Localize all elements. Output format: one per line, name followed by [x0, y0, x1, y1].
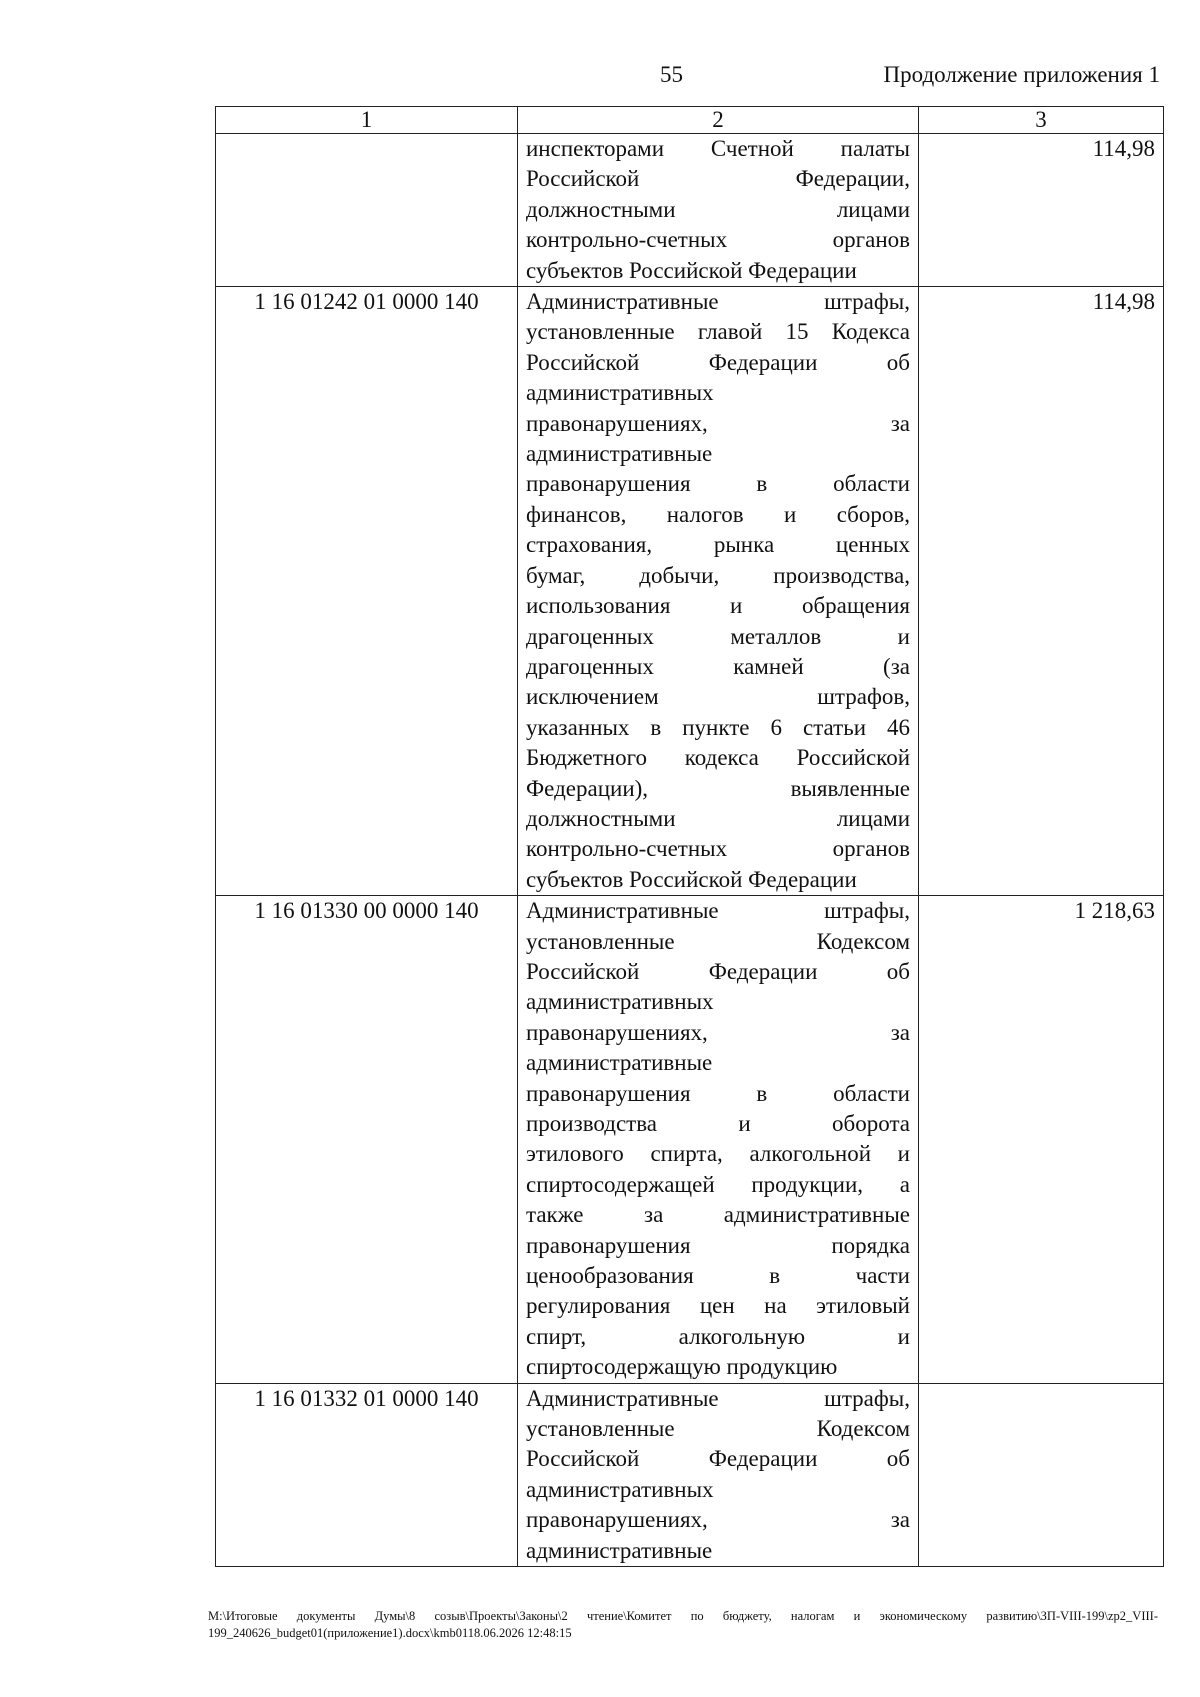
table-row [216, 134, 1164, 287]
description-cell [518, 134, 919, 287]
budget-code-cell: 1 16 01330 00 0000 140 [216, 896, 518, 1384]
description-line: инспекторами Счетной палаты [526, 136, 910, 161]
description-line: Российской Федерации об [526, 958, 910, 984]
description-line: правонарушениях, за [526, 410, 910, 436]
description-line: правонарушениях, за [526, 1507, 910, 1533]
description-line: использования и обращения [526, 593, 910, 619]
description-line: Федерации), выявленные [526, 775, 910, 801]
description-line: установленные Кодексом [526, 928, 910, 954]
description-line: спиртосодержащей продукции, а [526, 1171, 910, 1197]
description-line: указанных в пункте 6 статьи 46 [526, 714, 910, 740]
description-line: также за административные [526, 1202, 910, 1228]
amount-cell: 1 218,63 [919, 896, 1164, 1384]
description-line: субъектов Российской Федерации [526, 257, 857, 283]
description-line: Административные штрафы, [526, 898, 910, 924]
description-line: субъектов Российской Федерации [526, 866, 857, 892]
description-line: контрольно-счетных органов [526, 227, 910, 253]
budget-code-cell [216, 134, 518, 287]
description-line: Российской Федерации, [526, 166, 910, 192]
description-line: контрольно-счетных органов [526, 836, 910, 862]
description-line: Административные штрафы, [526, 289, 910, 315]
description-line: страхования, рынка ценных [526, 532, 910, 558]
description-line: должностными лицами [526, 196, 910, 222]
description-line: этилового спирта, алкогольной и [526, 1141, 910, 1167]
continuation-label: Продолжение приложения 1 [883, 62, 1160, 87]
column-header-2: 2 [518, 107, 919, 134]
description-line: Бюджетного кодекса Российской [526, 745, 910, 771]
description-line: Административные штрафы, [526, 1385, 910, 1411]
description-cell [518, 287, 919, 896]
description-line: правонарушениях, за [526, 1019, 910, 1045]
description-line: спирт, алкогольную и [526, 1323, 910, 1349]
description-line: административных [526, 380, 714, 406]
description-line: административных [526, 1476, 714, 1502]
amount-cell: 114,98 [919, 287, 1164, 896]
description-line: административных [526, 989, 714, 1015]
description-cell [518, 1383, 919, 1566]
appendix-table [215, 106, 1164, 1567]
budget-code-cell: 1 16 01332 01 0000 140 [216, 1383, 518, 1566]
file-path-footer: M:\Итоговые документы Думы\8 созыв\Проекты\Законы\2 чтение\Комитет по бюджету, налогам и экономическому развитию\ЗП-VIII-199\zp2_VIII-199_240626_budget01(приложение1).docx\kmb0118.06.2026 12:48:15 [208, 1609, 1158, 1640]
description-line: Российской Федерации об [526, 349, 910, 375]
description-line: драгоценных металлов и [526, 623, 910, 649]
description-line: исключением штрафов, [526, 684, 910, 710]
column-header-3: 3 [919, 107, 1164, 134]
description-line: регулирования цен на этиловый [526, 1293, 910, 1319]
table-row [216, 287, 1164, 896]
table-row [216, 896, 1164, 1384]
amount-cell: 114,98 [919, 134, 1164, 287]
column-header-1: 1 [216, 107, 518, 134]
description-line: правонарушения в области [526, 471, 910, 497]
budget-code-cell: 1 16 01242 01 0000 140 [216, 287, 518, 896]
description-line: административные [526, 1050, 713, 1076]
table-header-row [216, 107, 1164, 134]
description-line: правонарушения порядка [526, 1232, 910, 1258]
description-line: производства и оборота [526, 1111, 910, 1136]
table-body [216, 134, 1164, 1567]
description-line: драгоценных камней (за [526, 653, 910, 679]
description-line: административные [526, 1537, 713, 1563]
amount-cell [919, 1383, 1164, 1566]
page-number: 55 [660, 62, 683, 87]
table-row [216, 1383, 1164, 1566]
description-line: бумаг, добычи, производства, [526, 562, 910, 588]
description-line: Российской Федерации об [526, 1446, 910, 1472]
description-line: установленные главой 15 Кодекса [526, 319, 910, 345]
description-line: административные [526, 441, 713, 467]
description-line: должностными лицами [526, 805, 910, 831]
description-line: финансов, налогов и сборов, [526, 501, 910, 527]
description-line: ценообразования в части [526, 1263, 910, 1289]
description-cell [518, 896, 919, 1384]
description-line: установленные Кодексом [526, 1416, 910, 1442]
description-line: правонарушения в области [526, 1080, 910, 1106]
description-line: спиртосодержащую продукцию [526, 1354, 838, 1380]
